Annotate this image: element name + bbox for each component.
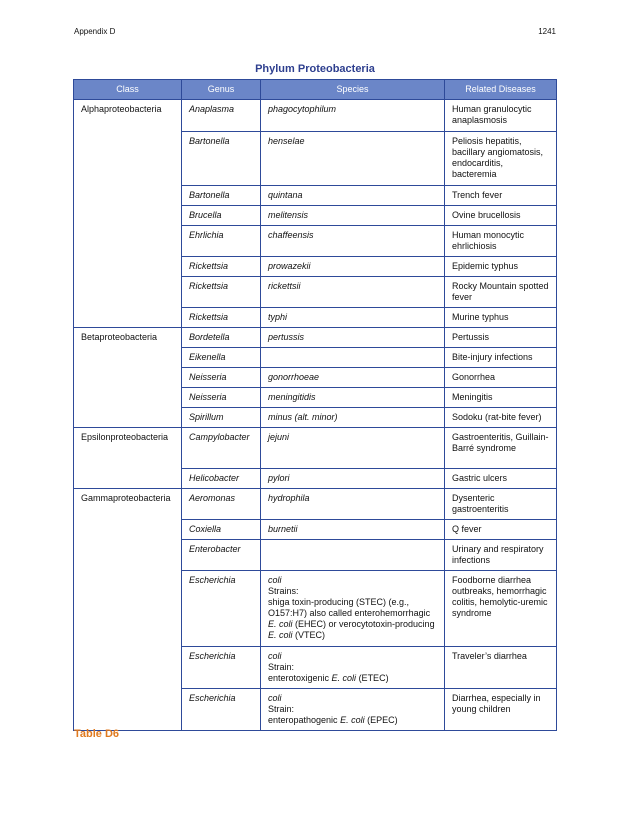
table-row <box>74 368 557 388</box>
species-cell: prowazekii <box>261 257 445 277</box>
genus-cell: Neisseria <box>182 388 261 408</box>
species-cell: pertussis <box>261 328 445 348</box>
col-header-class: Class <box>74 80 182 100</box>
class-cell: Alphaproteobacteria <box>74 100 182 132</box>
genus-cell: Helicobacter <box>182 469 261 489</box>
table-row <box>74 647 557 689</box>
strain-label: Strains: <box>268 586 299 596</box>
species-cell: meningitidis <box>261 388 445 408</box>
table-row <box>74 257 557 277</box>
genus-cell: Enterobacter <box>182 540 261 571</box>
disease-cell: Meningitis <box>445 388 557 408</box>
species-name: coli <box>268 651 282 661</box>
table-row <box>74 308 557 328</box>
genus-cell: Aeromonas <box>182 489 261 520</box>
genus-cell: Eikenella <box>182 348 261 368</box>
species-name: coli <box>268 693 282 703</box>
table-row <box>74 226 557 257</box>
strain-label: Strain: <box>268 662 295 672</box>
genus-cell: Campylobacter <box>182 428 261 469</box>
species-cell: chaffeensis <box>261 226 445 257</box>
strain-text: shiga toxin-producing (STEC) (e.g., O157:H7) also called enterohemorrhagic <box>268 597 431 618</box>
species-cell: quintana <box>261 186 445 206</box>
disease-cell: Gastroenteritis, Guillain-Barré syndrome <box>445 428 557 469</box>
species-cell <box>261 540 445 571</box>
class-cell: Gammaproteobacteria <box>74 489 182 520</box>
species-cell: coli Strain: enterotoxigenic E. coli (ETEC) <box>261 647 445 689</box>
genus-cell: Escherichia <box>182 571 261 647</box>
genus-cell: Escherichia <box>182 647 261 689</box>
disease-cell: Dysenteric gastroenteritis <box>445 489 557 520</box>
genus-cell: Rickettsia <box>182 257 261 277</box>
species-cell: burnetii <box>261 520 445 540</box>
species-cell: coli Strains: shiga toxin-producing (STEC) (e.g., O157:H7) also called enterohemorrhagic E. coli (EHEC) or verocytotoxin-producing E. coli (VTEC) <box>261 571 445 647</box>
disease-cell: Rocky Mountain spotted fever <box>445 277 557 308</box>
table-row <box>74 328 557 348</box>
species-name: coli <box>268 575 282 585</box>
table-row <box>74 689 557 731</box>
table-row <box>74 408 557 428</box>
strain-label: Strain: <box>268 704 295 714</box>
strain-text: enteropathogenic <box>268 715 341 725</box>
species-cell: coli Strain: enteropathogenic E. coli (EPEC) <box>261 689 445 731</box>
species-cell: phagocytophilum <box>261 100 445 132</box>
table-row <box>74 132 557 186</box>
disease-cell: Trench fever <box>445 186 557 206</box>
genus-cell: Spirillum <box>182 408 261 428</box>
species-cell: hydrophila <box>261 489 445 520</box>
disease-cell: Traveler’s diarrhea <box>445 647 557 689</box>
disease-cell: Pertussis <box>445 328 557 348</box>
genus-cell: Brucella <box>182 206 261 226</box>
table-row <box>74 348 557 368</box>
genus-cell: Coxiella <box>182 520 261 540</box>
disease-cell: Gonorrhea <box>445 368 557 388</box>
class-cell: Epsilonproteobacteria <box>74 428 182 469</box>
table-row <box>74 520 557 540</box>
disease-cell: Human monocytic ehrlichiosis <box>445 226 557 257</box>
page-number: 1241 <box>538 27 556 36</box>
proteobacteria-table <box>73 79 557 731</box>
table-title: Phylum Proteobacteria <box>255 63 375 75</box>
species-cell: rickettsii <box>261 277 445 308</box>
table-row <box>74 489 557 520</box>
disease-cell: Peliosis hepatitis, bacillary angiomatosis, endocarditis, bacteremia <box>445 132 557 186</box>
header-row <box>74 80 557 100</box>
disease-cell: Murine typhus <box>445 308 557 328</box>
col-header-species: Species <box>261 80 445 100</box>
species-cell <box>261 348 445 368</box>
table-row <box>74 469 557 489</box>
disease-cell: Bite-injury infections <box>445 348 557 368</box>
disease-cell: Q fever <box>445 520 557 540</box>
genus-cell: Ehrlichia <box>182 226 261 257</box>
species-cell: henselae <box>261 132 445 186</box>
species-cell: melitensis <box>261 206 445 226</box>
species-cell: gonorrhoeae <box>261 368 445 388</box>
table-row <box>74 388 557 408</box>
table-caption: Table D6 <box>74 728 120 740</box>
table-row <box>74 100 557 132</box>
genus-cell: Bordetella <box>182 328 261 348</box>
table-row <box>74 206 557 226</box>
disease-cell: Diarrhea, especially in young children <box>445 689 557 731</box>
genus-cell: Rickettsia <box>182 308 261 328</box>
disease-cell: Ovine brucellosis <box>445 206 557 226</box>
col-header-genus: Genus <box>182 80 261 100</box>
genus-cell: Rickettsia <box>182 277 261 308</box>
disease-cell: Human granulocytic anaplasmosis <box>445 100 557 132</box>
disease-cell: Gastric ulcers <box>445 469 557 489</box>
table-row <box>74 186 557 206</box>
species-cell: minus (alt. minor) <box>261 408 445 428</box>
genus-cell: Neisseria <box>182 368 261 388</box>
disease-cell: Urinary and respiratory infections <box>445 540 557 571</box>
species-cell: typhi <box>261 308 445 328</box>
species-cell: jejuni <box>261 428 445 469</box>
table-row <box>74 571 557 647</box>
disease-cell: Foodborne diarrhea outbreaks, hemorrhagic colitis, hemolytic-uremic syndrome <box>445 571 557 647</box>
genus-cell: Bartonella <box>182 186 261 206</box>
genus-cell: Escherichia <box>182 689 261 731</box>
running-header: Appendix D <box>74 27 116 36</box>
genus-cell: Bartonella <box>182 132 261 186</box>
strain-text: enterotoxigenic <box>268 673 332 683</box>
col-header-diseases: Related Diseases <box>445 80 557 100</box>
table-row <box>74 540 557 571</box>
table-row <box>74 277 557 308</box>
disease-cell: Sodoku (rat-bite fever) <box>445 408 557 428</box>
table-row <box>74 428 557 469</box>
species-cell: pylori <box>261 469 445 489</box>
class-cell: Betaproteobacteria <box>74 328 182 348</box>
disease-cell: Epidemic typhus <box>445 257 557 277</box>
genus-cell: Anaplasma <box>182 100 261 132</box>
